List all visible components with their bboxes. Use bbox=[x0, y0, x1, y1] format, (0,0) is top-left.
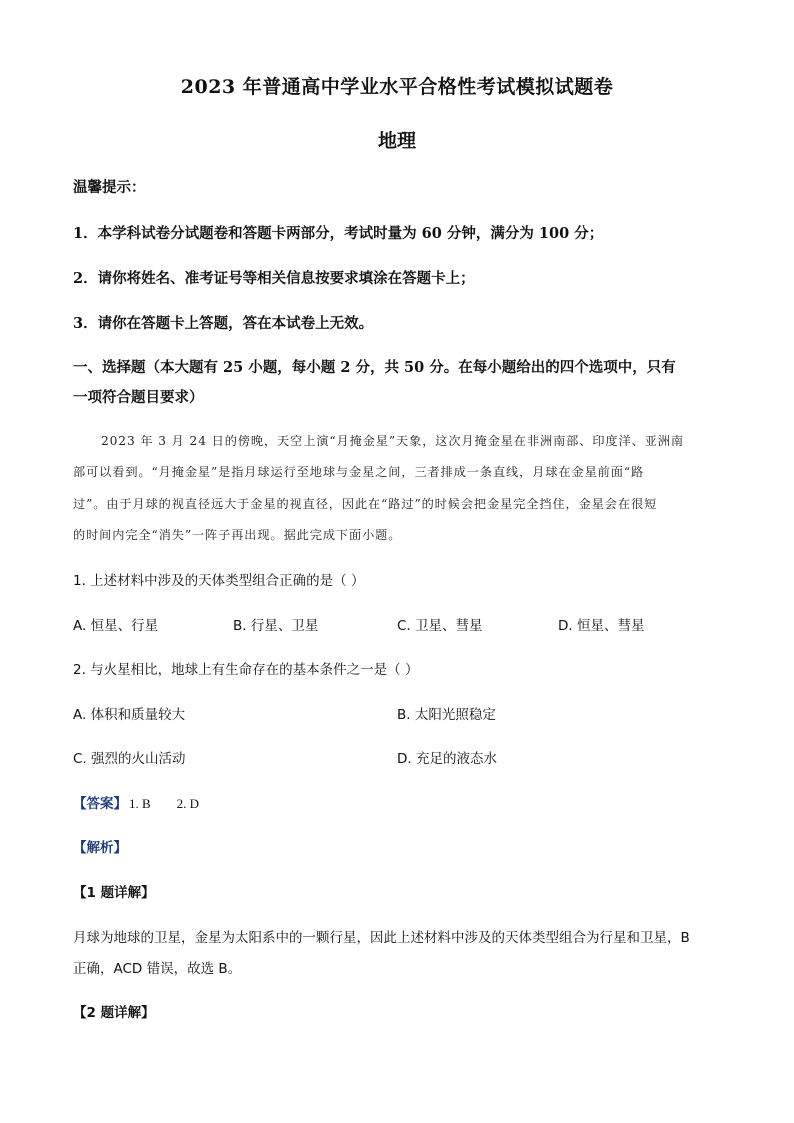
question-1-stem: 1. 上述材料中涉及的天体类型组合正确的是（ ） bbox=[73, 573, 365, 589]
question-2-stem: 2. 与火星相比，地球上有生命存在的基本条件之一是（ ） bbox=[73, 662, 419, 678]
question-1-option-d: D. 恒星、彗星 bbox=[558, 618, 645, 634]
notice-item-3: 3．请你在答题卡上答题，答在本试卷上无效。 bbox=[73, 315, 374, 332]
answer-row bbox=[73, 792, 199, 812]
analysis-label: 【解析】 bbox=[73, 840, 127, 856]
notice-item-2: 2．请你将姓名、准考证号等相关信息按要求填涂在答题卡上； bbox=[73, 270, 475, 287]
section-heading-line1: 一、选择题（本大题有 25 小题，每小题 2 分，共 50 分。在每小题给出的四个选项中，只有 bbox=[73, 359, 676, 376]
detail-2-heading: 【2 题详解】 bbox=[73, 1005, 155, 1021]
question-1-option-c: C. 卫星、彗星 bbox=[397, 618, 483, 634]
passage-line-4: 的时间内完全“消失”一阵子再出现。据此完成下面小题。 bbox=[73, 528, 402, 542]
answer-1: 1. B bbox=[129, 796, 151, 811]
subject-title: 地理 bbox=[377, 130, 416, 152]
passage-line-2: 部可以看到。“月掩金星”是指月球运行至地球与金星之间，三者排成一条直线，月球在金星前面“路 bbox=[73, 465, 645, 479]
answer-2: 2. D bbox=[176, 796, 200, 811]
detail-1-heading: 【1 题详解】 bbox=[73, 885, 155, 901]
detail-1-line-1: 月球为地球的卫星，金星为太阳系中的一颗行星，因此上述材料中涉及的天体类型组合为行星和卫星，B bbox=[73, 930, 690, 946]
question-1-option-a: A. 恒星、行星 bbox=[73, 618, 159, 634]
question-2-option-c: C. 强烈的火山活动 bbox=[73, 751, 186, 767]
question-2-option-a: A. 体积和质量较大 bbox=[73, 707, 186, 723]
exam-title: 2023 年普通高中学业水平合格性考试模拟试题卷 bbox=[180, 76, 614, 98]
detail-1-line-2: 正确，ACD 错误，故选 B。 bbox=[73, 961, 242, 977]
notice-heading: 温馨提示： bbox=[73, 179, 146, 196]
passage-line-3: 过”。由于月球的视直径远大于金星的视直径，因此在“路过”的时候会把金星完全挡住，金星会在很短 bbox=[73, 497, 658, 511]
question-2-option-b: B. 太阳光照稳定 bbox=[397, 707, 496, 723]
answer-label: 【答案】 bbox=[73, 796, 127, 812]
question-1-option-b: B. 行星、卫星 bbox=[233, 618, 319, 634]
passage-line-1: 2023 年 3 月 24 日的傍晚，天空上演“月掩金星”天象，这次月掩金星在非洲南部、印度洋、亚洲南 bbox=[101, 434, 684, 448]
section-heading-line2: 一项符合题目要求） bbox=[73, 389, 204, 406]
question-2-option-d: D. 充足的液态水 bbox=[397, 751, 497, 767]
notice-item-1: 1．本学科试卷分试题卷和答题卡两部分，考试时量为 60 分钟，满分为 100 分； bbox=[73, 225, 604, 242]
